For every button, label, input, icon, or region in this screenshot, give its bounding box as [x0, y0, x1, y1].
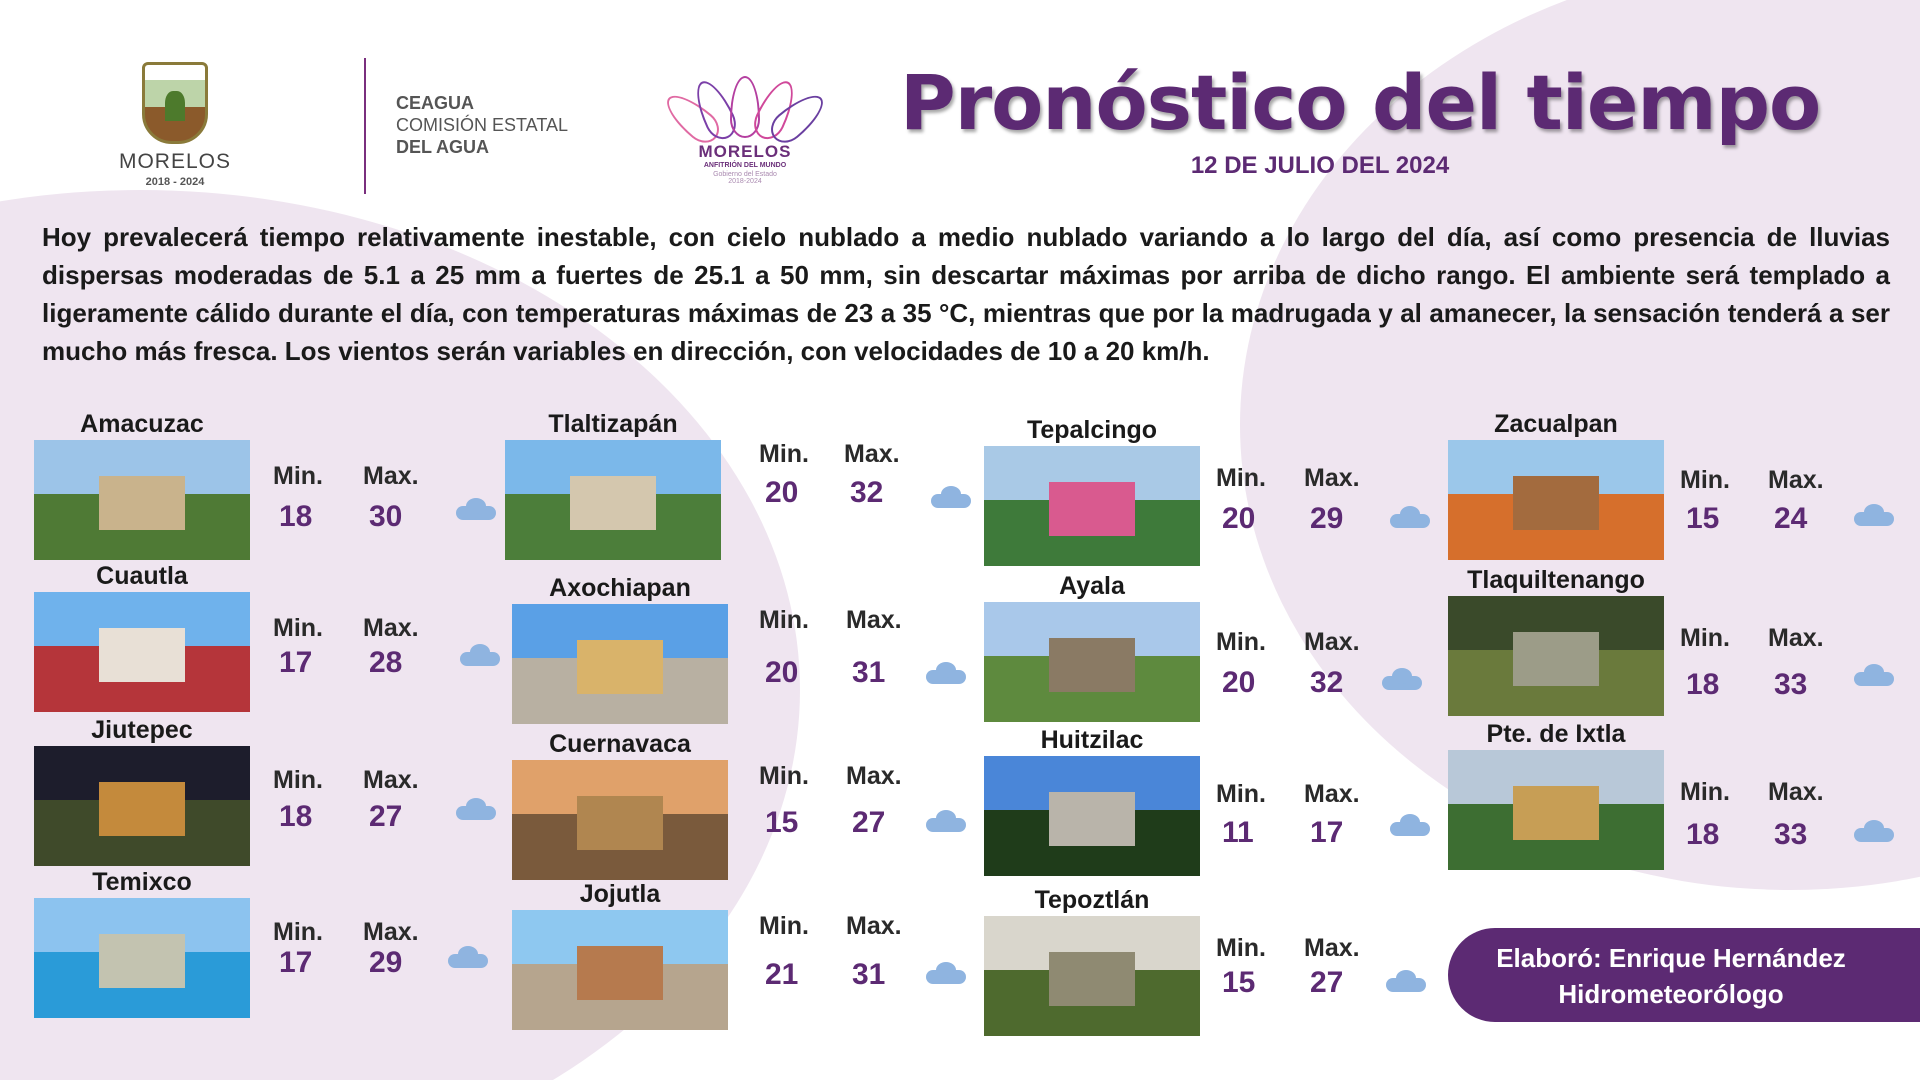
min-temperature: 18	[1686, 818, 1720, 851]
min-temperature: 15	[1222, 966, 1256, 999]
lotus-icon	[695, 58, 795, 146]
city-name: Ayala	[1059, 572, 1125, 600]
city-photo	[512, 910, 728, 1030]
max-temperature: 29	[1310, 502, 1344, 535]
city-forecast-card	[984, 726, 1464, 866]
min-label: Min.	[273, 766, 323, 794]
city-forecast-card	[984, 886, 1464, 1026]
min-temperature: 18	[279, 500, 313, 533]
city-photo	[34, 746, 250, 866]
cloud-icon	[920, 662, 968, 684]
government-logo-gov: Gobierno del Estado	[713, 171, 777, 178]
min-label: Min.	[1216, 464, 1266, 492]
min-label: Min.	[759, 762, 809, 790]
min-label: Min.	[273, 462, 323, 490]
max-label: Max.	[844, 440, 900, 468]
max-temperature: 28	[369, 646, 403, 679]
max-label: Max.	[1768, 778, 1824, 806]
cloud-icon	[1384, 506, 1432, 528]
max-temperature: 30	[369, 500, 403, 533]
cloud-icon	[1380, 970, 1428, 992]
cloud-icon	[1848, 820, 1896, 842]
city-forecast-card	[984, 416, 1464, 556]
cloud-icon	[920, 810, 968, 832]
city-forecast-card	[512, 730, 992, 870]
government-logo-name: MORELOS	[698, 142, 792, 161]
city-name: Jiutepec	[91, 716, 193, 744]
min-temperature: 15	[1686, 502, 1720, 535]
max-label: Max.	[1768, 624, 1824, 652]
cloud-icon	[920, 962, 968, 984]
agency-line2: COMISIÓN ESTATAL	[396, 115, 569, 135]
city-photo	[984, 446, 1200, 566]
state-logo-name: MORELOS	[118, 150, 232, 173]
city-name: Amacuzac	[80, 410, 204, 438]
max-temperature: 27	[852, 806, 886, 839]
city-forecast-card	[1448, 566, 1920, 706]
min-label: Min.	[273, 918, 323, 946]
min-temperature: 21	[765, 958, 799, 991]
forecast-date: 12 DE JULIO DEL 2024	[1190, 152, 1450, 179]
cloud-icon	[450, 798, 498, 820]
city-forecast-card	[1448, 410, 1920, 550]
city-photo	[984, 916, 1200, 1036]
max-label: Max.	[363, 462, 419, 490]
min-temperature: 17	[279, 946, 313, 979]
max-label: Max.	[1768, 466, 1824, 494]
city-photo	[512, 760, 728, 880]
city-photo	[34, 592, 250, 712]
min-label: Min.	[1216, 780, 1266, 808]
city-name: Tlaquiltenango	[1467, 566, 1645, 594]
max-temperature: 33	[1774, 668, 1808, 701]
city-forecast-card	[512, 574, 992, 714]
min-temperature: 17	[279, 646, 313, 679]
max-temperature: 33	[1774, 818, 1808, 851]
city-photo	[984, 756, 1200, 876]
forecast-summary: Hoy prevalecerá tiempo relativamente inestable, con cielo nublado a medio nublado variando a lo largo del día, así como presencia de lluvias dispersas moderadas de 5.1 a 25 mm a fuertes de 25.1 a 50 mm, sin descartar máximas por arriba de dicho rango. El ambiente será templado a ligeramente cálido durante el día, con temperaturas máximas de 23 a 35 °C, mientras que por la madrugada y al amanecer, la sensación tenderá a ser mucho más fresca. Los vientos serán variables en dirección, con velocidades de 10 a 20 km/h.	[42, 222, 1890, 366]
state-logo	[110, 62, 240, 188]
city-name: Cuernavaca	[549, 730, 691, 758]
city-name: Cuautla	[96, 562, 188, 590]
max-label: Max.	[363, 766, 419, 794]
city-photo	[505, 440, 721, 560]
agency-line1: CEAGUA	[396, 93, 475, 113]
city-photo	[984, 602, 1200, 722]
max-label: Max.	[363, 918, 419, 946]
government-logo-tagline: ANFITRIÓN DEL MUNDO	[703, 162, 787, 169]
city-forecast-card	[1448, 720, 1920, 860]
max-temperature: 31	[852, 656, 886, 689]
city-photo	[1448, 596, 1664, 716]
max-label: Max.	[363, 614, 419, 642]
min-temperature: 18	[279, 800, 313, 833]
city-name: Huitzilac	[1040, 726, 1144, 754]
page-title: Pronóstico del tiempo	[900, 58, 1821, 147]
max-temperature: 17	[1310, 816, 1344, 849]
city-name: Axochiapan	[549, 574, 691, 602]
government-logo	[680, 58, 810, 185]
agency-name	[396, 92, 568, 158]
coat-of-arms-icon	[142, 62, 208, 144]
cloud-icon	[1376, 668, 1424, 690]
city-forecast-card	[34, 868, 514, 1008]
cloud-icon	[442, 946, 490, 968]
min-label: Min.	[759, 440, 809, 468]
max-temperature: 24	[1774, 502, 1808, 535]
agency-line3: DEL AGUA	[396, 137, 490, 157]
cloud-icon	[1848, 504, 1896, 526]
min-temperature: 20	[765, 656, 799, 689]
max-label: Max.	[846, 762, 902, 790]
min-label: Min.	[1680, 778, 1730, 806]
state-logo-years: 2018 - 2024	[145, 176, 205, 188]
min-label: Min.	[759, 606, 809, 634]
city-name: Tlaltizapán	[548, 410, 678, 438]
city-forecast-card	[505, 410, 985, 550]
city-name: Tepalcingo	[1026, 416, 1158, 444]
city-name: Tepoztlán	[1034, 886, 1150, 914]
max-label: Max.	[1304, 780, 1360, 808]
min-label: Min.	[1680, 466, 1730, 494]
min-temperature: 20	[1222, 502, 1256, 535]
max-label: Max.	[1304, 464, 1360, 492]
cloud-icon	[1848, 664, 1896, 686]
max-label: Max.	[846, 912, 902, 940]
government-logo-years: 2018-2024	[728, 178, 762, 185]
min-temperature: 20	[1222, 666, 1256, 699]
max-label: Max.	[1304, 628, 1360, 656]
city-photo	[512, 604, 728, 724]
max-label: Max.	[846, 606, 902, 634]
max-label: Max.	[1304, 934, 1360, 962]
min-label: Min.	[1680, 624, 1730, 652]
credit-role: Hidrometeorólogo	[1558, 979, 1784, 1009]
min-label: Min.	[1216, 628, 1266, 656]
min-temperature: 18	[1686, 668, 1720, 701]
max-temperature: 31	[852, 958, 886, 991]
city-photo	[1448, 750, 1664, 870]
min-temperature: 15	[765, 806, 799, 839]
min-label: Min.	[759, 912, 809, 940]
header-divider	[364, 58, 366, 194]
city-name: Zacualpan	[1494, 410, 1618, 438]
max-temperature: 27	[369, 800, 403, 833]
city-forecast-card	[512, 880, 992, 1020]
max-temperature: 27	[1310, 966, 1344, 999]
city-name: Temixco	[92, 868, 192, 896]
min-label: Min.	[1216, 934, 1266, 962]
max-temperature: 32	[850, 476, 884, 509]
cloud-icon	[1384, 814, 1432, 836]
cloud-icon	[925, 486, 973, 508]
credit-banner	[1448, 928, 1920, 1022]
city-forecast-card	[984, 572, 1464, 712]
city-photo	[1448, 440, 1664, 560]
city-forecast-card	[34, 410, 514, 550]
max-temperature: 29	[369, 946, 403, 979]
min-label: Min.	[273, 614, 323, 642]
city-forecast-card	[34, 716, 514, 856]
min-temperature: 20	[765, 476, 799, 509]
city-photo	[34, 440, 250, 560]
city-name: Pte. de Ixtla	[1486, 720, 1626, 748]
cloud-icon	[454, 644, 502, 666]
city-name: Jojutla	[579, 880, 661, 908]
cloud-icon	[450, 498, 498, 520]
max-temperature: 32	[1310, 666, 1344, 699]
city-forecast-card	[34, 562, 514, 702]
credit-author: Elaboró: Enrique Hernández	[1496, 943, 1846, 973]
city-photo	[34, 898, 250, 1018]
min-temperature: 11	[1222, 816, 1254, 849]
